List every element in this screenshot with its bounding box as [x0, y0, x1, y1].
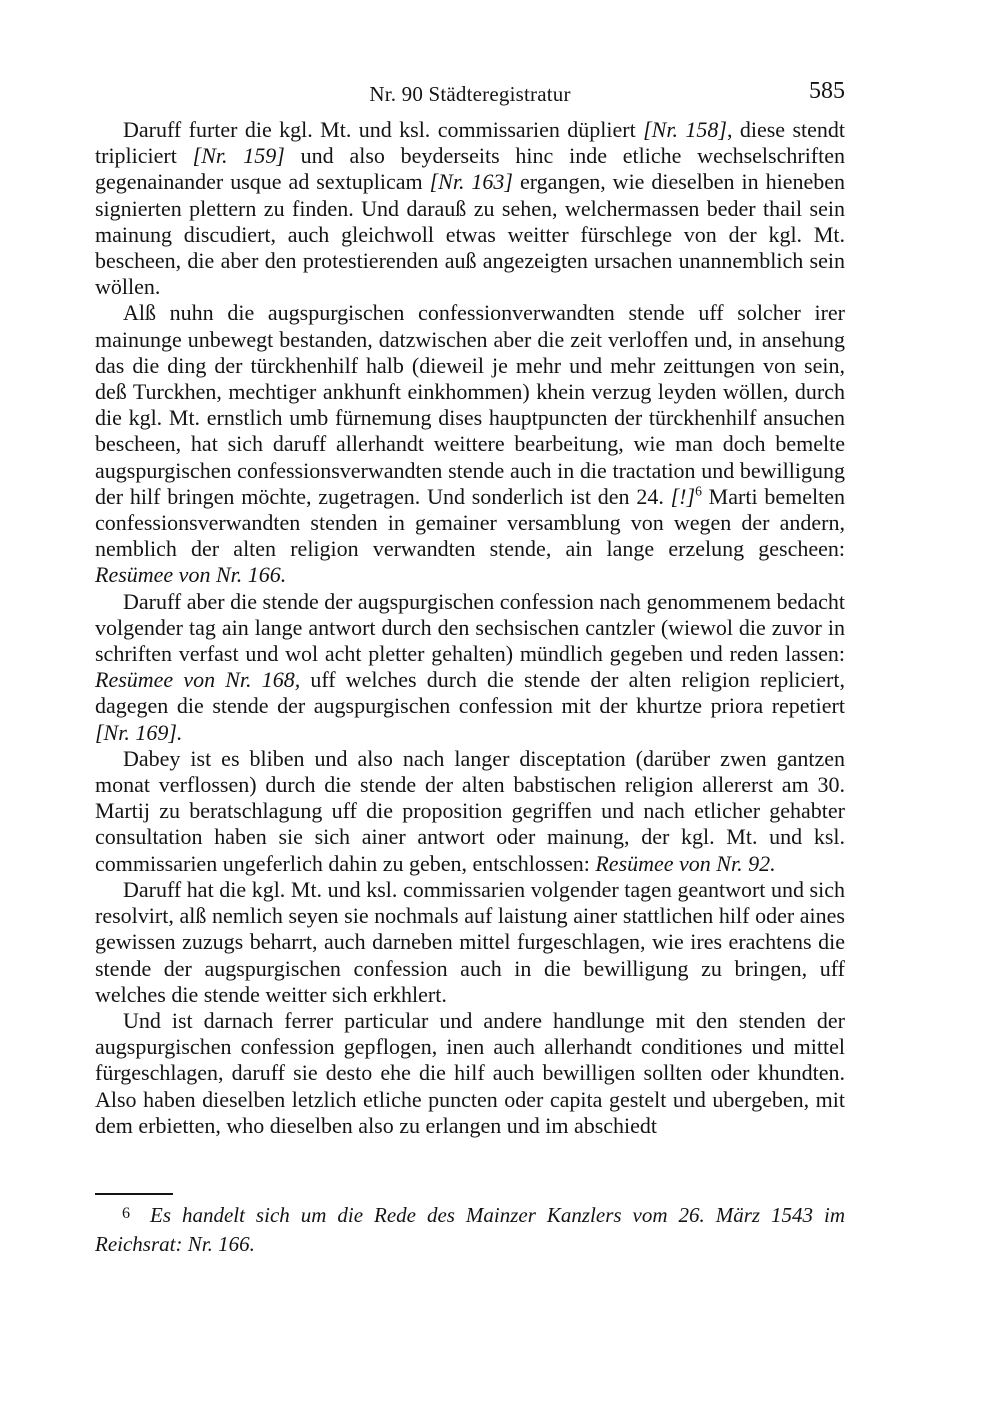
text-run: Und ist darnach ferrer particular und andere handlunge mit den stenden der augspurgischen confession gepflogen, inen auch allerhandt conditiones und mittel fürgeschlagen, daruff sie desto ehe die hilf auch bewilligen sollten oder khundten. Also haben dieselben letzlich etliche puncten oder capita gestelt und ubergeben, mit dem erbietten, who dieselben also zu erlangen und im abschiedt — [95, 1007, 845, 1138]
paragraph-1 — [95, 117, 845, 300]
text-run: Daruff aber die stende der augspurgischen confession nach genommenem bedacht volgender tag ain lange antwort durch den sechsischen cantzler (wiewol die zuvor in schriften verfast und wol acht pletter gehalten) mündlich gegeben und reden lassen: — [95, 588, 845, 667]
text-run: Dabey ist es bliben und also nach langer disceptation (darüber zwen gantzen monat verflossen) durch die stende der alten babstischen religion allererst am 30. Martij zu beratschlagung uff die proposition gegriffen und nach etlicher gehabter consultation haben sie sich ainer antwort oder mainung, der kgl. Mt. und ksl. commissarien ungeferlich dahin zu geben, entschlossen: — [95, 745, 845, 876]
text-run: Alß nuhn die augspurgischen confessionverwandten stende uff solcher irer mainunge unbewegt bestanden, datzwischen aber die zeit verloffen und, in ansehung das die ding der türckhenhilf halb (dieweil je mehr und mehr zeittungen von sein, deß Turckhen, mechtiger ankhunft einkhommen) khein verzug leyden wöllen, durch die kgl. Mt. ernstlich umb fürnemung dises hauptpuncten der türckhenhilf ansuchen bescheen, hat sich daruff allerhandt weittere bearbeitung, wie man doch bemelte augspurgischen confessionsverwandten stende auch in die tractation und bewilligung der hilf bringen möchte, zugetragen. Und sonderlich ist den 24. — [95, 300, 845, 509]
text-run: Daruff hat die kgl. Mt. und ksl. commissarien volgender tagen geantwort und sich resolvirt, alß nemlich seyen sie nochmals auf laistung ainer stattlichen hilf oder aines gewissen zuzugs beharrt, auch darneben mittel furgeschlagen, wie ires erachtens die stende der augspurgischen confession auch in die bewilligung zu bringen, uff welches die stende weitter sich erkhlert. — [95, 876, 845, 1007]
paragraph-3 — [95, 589, 845, 746]
text-run: ergangen, wie dieselben in hieneben signierten plettern zu finden. Und darauß zu sehen, welchermassen beder thail sein mainung discudiert, auch gleichwoll etwas weitter fürschlege von der kgl. Mt. bescheen, die aber den protestierenden auß angezeigten ursachen unannemblich sein wöllen. — [95, 169, 845, 300]
page-number: 585 — [809, 78, 845, 104]
body-text — [95, 117, 845, 1139]
text-run: Marti bemelten confessionsverwandten stenden in gemainer versamblung von wegen der andern, nemblich der alten religion verwandten stende, ain lange erzelung gescheen: — [95, 483, 845, 562]
paragraph-6 — [95, 1008, 845, 1139]
text-run: [!] — [670, 483, 696, 509]
paragraph-4 — [95, 746, 845, 877]
text-run: und also beyderseits hinc inde etliche wechselschriften gegenainander usque ad sextuplicam — [95, 143, 846, 195]
text-run: Resümee von Nr. 92. — [595, 850, 776, 876]
footnote-text — [95, 1203, 845, 1256]
text-run: uff welches durch die stende der alten religion repliciert, dagegen die stende der augspurgischen confession mit der khurtze priora repetiert — [95, 667, 845, 719]
text-run: , diese stendt tripliciert — [95, 117, 846, 169]
text-run: Resümee von Nr. 166. — [95, 562, 287, 588]
text-run: Es handelt sich um die Rede des Mainzer Kanzlers vom 26. März 1543 im Reichsrat: Nr. 166. — [95, 1203, 845, 1256]
text-run: [Nr. 169]. — [95, 719, 183, 745]
text-run: [Nr. 158] — [643, 117, 727, 142]
footnote — [95, 1202, 845, 1257]
footnote-marker: 6 — [122, 1205, 130, 1222]
footnote-area — [95, 1193, 845, 1257]
paragraph-5 — [95, 877, 845, 1008]
text-run: 6 — [695, 483, 702, 499]
text-run: [Nr. 159] — [192, 143, 285, 169]
running-head — [95, 80, 845, 108]
footnote-rule — [95, 1193, 173, 1195]
running-head-title: Nr. 90 Städteregistratur — [369, 82, 571, 106]
text-run: Daruff furter die kgl. Mt. und ksl. commissarien düpliert — [123, 117, 644, 142]
text-run: [Nr. 163] — [429, 169, 513, 195]
paragraph-2 — [95, 300, 845, 588]
text-run: Resümee von Nr. 168, — [95, 667, 301, 693]
